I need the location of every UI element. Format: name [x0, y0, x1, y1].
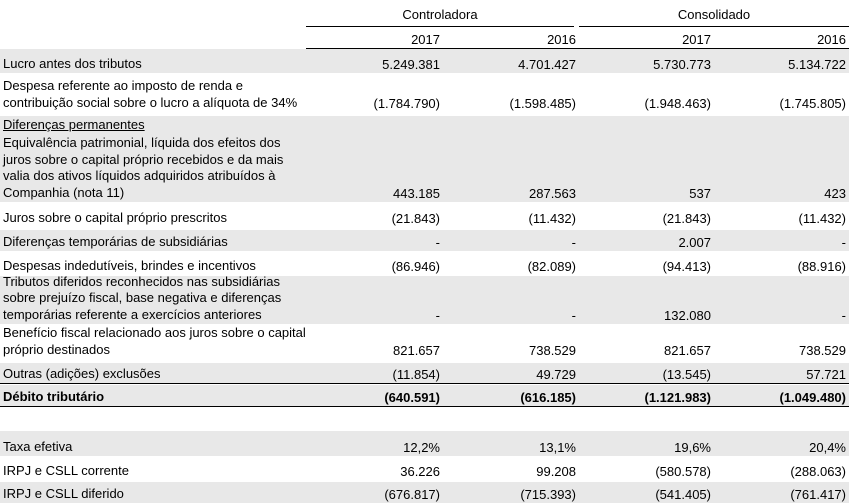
row-label: Benefício fiscal relacionado aos juros sobre o capital próprio destinados [3, 325, 306, 357]
value-cell: 12,2% [403, 440, 440, 455]
value-cell: - [571, 308, 576, 323]
value-cell: - [571, 235, 576, 250]
value-cell: 287.563 [529, 186, 576, 201]
value-cell: (715.393) [520, 487, 576, 502]
value-cell: (288.063) [790, 464, 846, 479]
row-label: Diferenças temporárias de subsidiárias [3, 233, 228, 249]
value-cell: (86.946) [391, 259, 440, 274]
table-row [0, 49, 849, 73]
row-label: Outras (adições) exclusões [3, 365, 161, 381]
value-cell: (541.405) [655, 487, 711, 502]
table-row [0, 116, 849, 134]
value-cell: 537 [689, 186, 711, 201]
value-cell: (13.545) [662, 367, 711, 382]
year-header: 2017 [411, 32, 440, 47]
row-label: Tributos diferidos reconhecidos nas subsidiárias sobre prejuízo fiscal, base negativa e diferenças temporárias referente a exercícios anteriores [3, 273, 282, 322]
value-cell: (21.843) [391, 211, 440, 226]
section-label: Diferenças permanentes [3, 116, 145, 132]
group-underline [306, 26, 574, 27]
group-underline [579, 26, 849, 27]
value-cell: 49.729 [536, 367, 576, 382]
value-cell: (640.591) [384, 390, 440, 405]
value-cell: - [841, 235, 846, 250]
value-cell: (88.916) [797, 259, 846, 274]
row-label: Lucro antes dos tributos [3, 55, 142, 71]
row-label: Despesa referente ao imposto de renda e contribuição social sobre o lucro a alíquota de 34% [3, 78, 298, 110]
value-cell: 738.529 [529, 343, 576, 358]
value-cell: 443.185 [393, 186, 440, 201]
year-header: 2016 [817, 32, 846, 47]
row-label: Despesas indedutíveis, brindes e incentivos [3, 257, 256, 273]
value-cell: (761.417) [790, 487, 846, 502]
year-header: 2016 [547, 32, 576, 47]
value-cell: (11.432) [798, 211, 846, 226]
table-row [0, 273, 849, 324]
table-row [0, 459, 849, 480]
value-cell: (11.432) [528, 211, 576, 226]
group-label: Controladora [402, 6, 478, 22]
value-cell: (1.121.983) [644, 390, 711, 405]
table-row [0, 435, 849, 456]
value-cell: (580.578) [655, 464, 711, 479]
table-row [0, 482, 849, 503]
total-rule [0, 383, 849, 384]
value-cell: 5.134.722 [788, 57, 846, 72]
table-row [0, 74, 849, 112]
value-cell: 57.721 [806, 367, 846, 382]
row-label: Juros sobre o capital próprio prescritos [3, 209, 227, 225]
total-row [0, 385, 849, 406]
table-row [0, 254, 849, 275]
year-header: 2017 [682, 32, 711, 47]
value-cell: 5.249.381 [382, 57, 440, 72]
value-cell: 99.208 [536, 464, 576, 479]
row-label: IRPJ e CSLL corrente [3, 462, 129, 478]
value-cell: (11.854) [392, 367, 440, 382]
value-cell: 821.657 [664, 343, 711, 358]
value-cell: 423 [824, 186, 846, 201]
value-cell: 738.529 [799, 343, 846, 358]
value-cell: - [435, 308, 440, 323]
table-row [0, 326, 849, 359]
value-cell: (1.784.790) [373, 96, 440, 111]
value-cell: (1.598.485) [509, 96, 576, 111]
value-cell: (676.817) [384, 487, 440, 502]
year-header-row [0, 28, 849, 48]
value-cell: (616.185) [520, 390, 576, 405]
value-cell: 13,1% [539, 440, 576, 455]
row-label: Equivalência patrimonial, líquida dos efeitos dos juros sobre o capital próprio recebidos e da mais valia dos ativos líquidos adquiridos atribuídos à Companhia (nota 11) [3, 135, 284, 200]
group-header-consolidado [579, 0, 849, 28]
table-row [0, 205, 849, 227]
value-cell: - [435, 235, 440, 250]
total-rule [0, 406, 849, 407]
value-cell: (1.948.463) [644, 96, 711, 111]
value-cell: - [841, 308, 846, 323]
value-cell: (94.413) [662, 259, 711, 274]
value-cell: 36.226 [400, 464, 440, 479]
row-label: Taxa efetiva [3, 438, 73, 454]
group-label: Consolidado [677, 6, 751, 22]
value-cell: (1.049.480) [779, 390, 846, 405]
table-row [0, 134, 849, 202]
value-cell: (1.745.805) [779, 96, 846, 111]
value-cell: 132.080 [664, 308, 711, 323]
value-cell: 4.701.427 [518, 57, 576, 72]
value-cell: 19,6% [674, 440, 711, 455]
table-row [0, 363, 849, 383]
row-label: Débito tributário [3, 388, 105, 404]
value-cell: (21.843) [662, 211, 711, 226]
value-cell: 821.657 [393, 343, 440, 358]
value-cell: 20,4% [809, 440, 846, 455]
value-cell: 2.007 [678, 235, 711, 250]
value-cell: (82.089) [527, 259, 576, 274]
group-header-controladora [306, 0, 574, 28]
value-cell: 5.730.773 [653, 57, 711, 72]
table-row [0, 230, 849, 251]
row-label: IRPJ e CSLL diferido [3, 485, 124, 501]
